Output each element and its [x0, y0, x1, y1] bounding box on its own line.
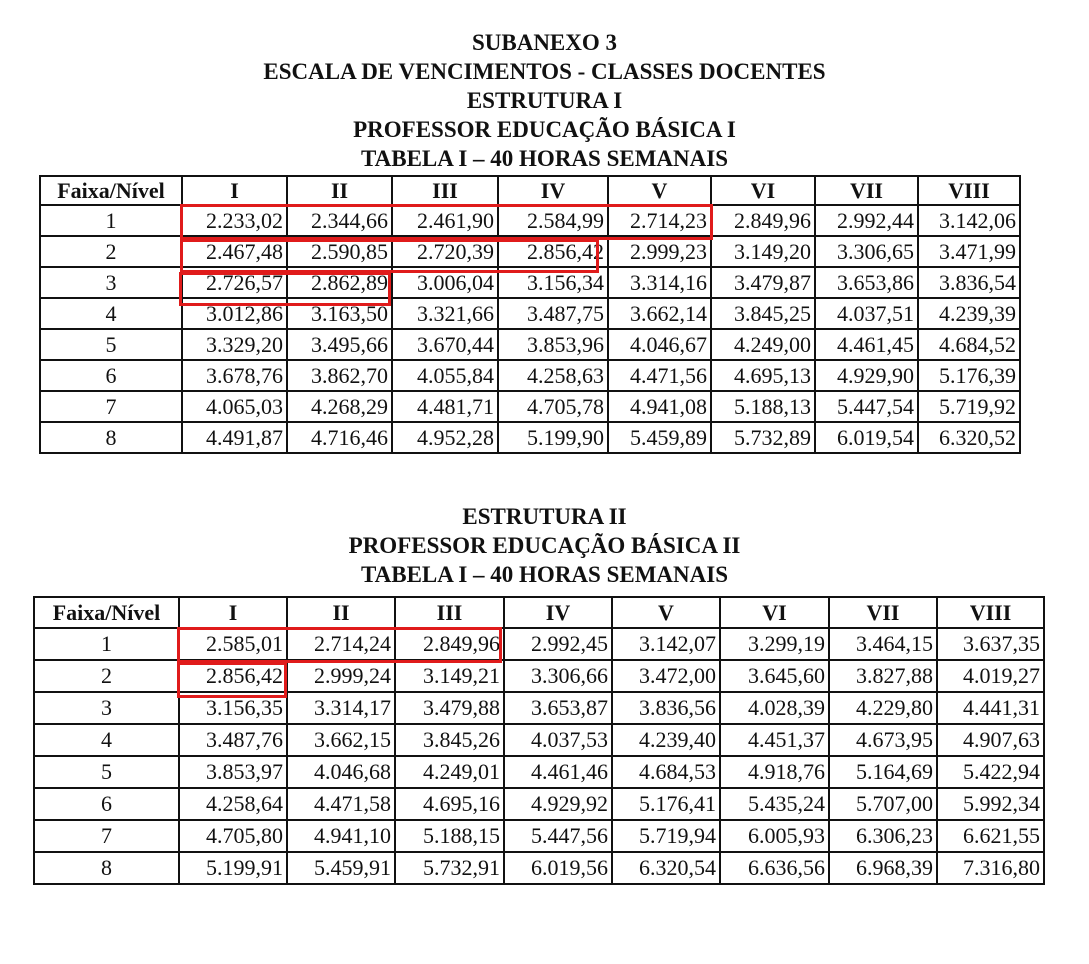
table-row: [40, 267, 1020, 298]
salary-cell: 2.862,89: [287, 267, 392, 298]
salary-cell: 4.239,40: [612, 724, 720, 756]
salary-cell: 4.705,78: [498, 391, 608, 422]
salary-cell: 5.459,91: [287, 852, 395, 884]
salary-cell: 3.487,76: [179, 724, 287, 756]
salary-cell: 3.306,65: [815, 236, 918, 267]
salary-cell: 2.856,42: [498, 236, 608, 267]
header-level-8: VIII: [937, 597, 1044, 628]
header-level-8: VIII: [918, 176, 1020, 205]
salary-cell: 4.941,10: [287, 820, 395, 852]
header-level-6: VI: [720, 597, 829, 628]
salary-cell: 5.732,89: [711, 422, 815, 453]
salary-cell: 4.441,31: [937, 692, 1044, 724]
heading-professor-2: PROFESSOR EDUCAÇÃO BÁSICA II: [348, 533, 741, 558]
salary-cell: 3.836,54: [918, 267, 1020, 298]
salary-cell: 4.268,29: [287, 391, 392, 422]
salary-cell: 3.862,70: [287, 360, 392, 391]
salary-cell: 5.176,41: [612, 788, 720, 820]
salary-cell: 2.849,96: [395, 628, 504, 660]
row-faixa-label: 1: [40, 205, 182, 236]
salary-cell: 5.188,13: [711, 391, 815, 422]
salary-cell: 2.233,02: [182, 205, 287, 236]
row-faixa-label: 8: [34, 852, 179, 884]
salary-cell: 4.229,80: [829, 692, 937, 724]
salary-cell: 4.907,63: [937, 724, 1044, 756]
salary-cell: 3.142,06: [918, 205, 1020, 236]
salary-cell: 3.845,26: [395, 724, 504, 756]
salary-cell: 5.992,34: [937, 788, 1044, 820]
salary-cell: 6.320,52: [918, 422, 1020, 453]
salary-cell: 3.645,60: [720, 660, 829, 692]
row-faixa-label: 4: [34, 724, 179, 756]
heading-tabela-2: TABELA I – 40 HORAS SEMANAIS: [360, 562, 728, 587]
salary-cell: 4.249,01: [395, 756, 504, 788]
salary-cell: 3.479,87: [711, 267, 815, 298]
salary-cell: 2.856,42: [179, 660, 287, 692]
salary-cell: 3.653,86: [815, 267, 918, 298]
row-faixa-label: 7: [40, 391, 182, 422]
salary-cell: 4.684,52: [918, 329, 1020, 360]
salary-cell: 5.459,89: [608, 422, 711, 453]
heading-escala: ESCALA DE VENCIMENTOS - CLASSES DOCENTES: [263, 59, 826, 84]
salary-cell: 5.447,54: [815, 391, 918, 422]
salary-cell: 6.621,55: [937, 820, 1044, 852]
salary-cell: 6.005,93: [720, 820, 829, 852]
salary-cell: 2.720,39: [392, 236, 498, 267]
table-row: [34, 724, 1044, 756]
salary-cell: 3.637,35: [937, 628, 1044, 660]
salary-cell: 6.320,54: [612, 852, 720, 884]
salary-cell: 2.714,24: [287, 628, 395, 660]
header-level-4: IV: [498, 176, 608, 205]
salary-cell: 2.461,90: [392, 205, 498, 236]
salary-cell: 3.306,66: [504, 660, 612, 692]
header-level-2: II: [287, 597, 395, 628]
salary-cell: 4.695,13: [711, 360, 815, 391]
salary-cell: 3.314,17: [287, 692, 395, 724]
salary-cell: 3.653,87: [504, 692, 612, 724]
row-faixa-label: 3: [40, 267, 182, 298]
salary-cell: 5.435,24: [720, 788, 829, 820]
salary-cell: 4.684,53: [612, 756, 720, 788]
header-level-3: III: [392, 176, 498, 205]
salary-table-estrutura-1: [39, 175, 1021, 454]
salary-cell: 4.239,39: [918, 298, 1020, 329]
table-row: [40, 391, 1020, 422]
header-level-4: IV: [504, 597, 612, 628]
salary-cell: 3.464,15: [829, 628, 937, 660]
salary-cell: 3.329,20: [182, 329, 287, 360]
salary-cell: 5.447,56: [504, 820, 612, 852]
header-faixa-nivel: Faixa/Nível: [34, 597, 179, 628]
salary-cell: 5.719,92: [918, 391, 1020, 422]
salary-cell: 3.662,14: [608, 298, 711, 329]
salary-cell: 5.188,15: [395, 820, 504, 852]
salary-cell: 4.028,39: [720, 692, 829, 724]
salary-table-estrutura-2: [33, 596, 1045, 885]
salary-cell: 5.422,94: [937, 756, 1044, 788]
table-row: [40, 298, 1020, 329]
table-row: [34, 756, 1044, 788]
salary-cell: 6.306,23: [829, 820, 937, 852]
row-faixa-label: 4: [40, 298, 182, 329]
row-faixa-label: 6: [34, 788, 179, 820]
heading-tabela-1: TABELA I – 40 HORAS SEMANAIS: [360, 146, 728, 171]
salary-cell: 2.992,45: [504, 628, 612, 660]
header-level-7: VII: [829, 597, 937, 628]
salary-cell: 4.929,92: [504, 788, 612, 820]
table-row: [40, 236, 1020, 267]
salary-cell: 3.853,96: [498, 329, 608, 360]
salary-cell: 3.678,76: [182, 360, 287, 391]
header-level-1: I: [182, 176, 287, 205]
salary-cell: 3.156,35: [179, 692, 287, 724]
table-row: [34, 852, 1044, 884]
salary-cell: 3.149,21: [395, 660, 504, 692]
heading-professor-1: PROFESSOR EDUCAÇÃO BÁSICA I: [353, 117, 736, 142]
salary-cell: 2.726,57: [182, 267, 287, 298]
table-row: [40, 329, 1020, 360]
table-header-row: [34, 597, 1044, 628]
table-row: [34, 692, 1044, 724]
table-row: [40, 422, 1020, 453]
salary-cell: 4.046,68: [287, 756, 395, 788]
row-faixa-label: 1: [34, 628, 179, 660]
salary-cell: 4.471,56: [608, 360, 711, 391]
salary-cell: 2.992,44: [815, 205, 918, 236]
salary-cell: 6.968,39: [829, 852, 937, 884]
salary-cell: 2.584,99: [498, 205, 608, 236]
salary-cell: 6.636,56: [720, 852, 829, 884]
heading-block-estrutura-2: [0, 502, 1089, 589]
table-row: [40, 360, 1020, 391]
salary-cell: 3.662,15: [287, 724, 395, 756]
salary-cell: 4.258,64: [179, 788, 287, 820]
salary-cell: 4.471,58: [287, 788, 395, 820]
salary-cell: 4.019,27: [937, 660, 1044, 692]
row-faixa-label: 3: [34, 692, 179, 724]
salary-cell: 3.149,20: [711, 236, 815, 267]
salary-cell: 2.849,96: [711, 205, 815, 236]
salary-cell: 4.037,51: [815, 298, 918, 329]
row-faixa-label: 5: [34, 756, 179, 788]
heading-estrutura-1: ESTRUTURA I: [466, 88, 623, 113]
salary-cell: 4.941,08: [608, 391, 711, 422]
salary-cell: 2.999,24: [287, 660, 395, 692]
row-faixa-label: 8: [40, 422, 182, 453]
salary-cell: 2.999,23: [608, 236, 711, 267]
salary-cell: 4.716,46: [287, 422, 392, 453]
table-row: [34, 788, 1044, 820]
table-row: [34, 660, 1044, 692]
salary-cell: 4.461,45: [815, 329, 918, 360]
table-row: [34, 628, 1044, 660]
salary-cell: 3.006,04: [392, 267, 498, 298]
salary-cell: 4.491,87: [182, 422, 287, 453]
header-level-1: I: [179, 597, 287, 628]
table-header-row: [40, 176, 1020, 205]
salary-cell: 4.481,71: [392, 391, 498, 422]
salary-cell: 4.929,90: [815, 360, 918, 391]
salary-cell: 3.471,99: [918, 236, 1020, 267]
header-level-7: VII: [815, 176, 918, 205]
salary-cell: 5.707,00: [829, 788, 937, 820]
salary-cell: 3.299,19: [720, 628, 829, 660]
salary-cell: 3.487,75: [498, 298, 608, 329]
salary-cell: 3.827,88: [829, 660, 937, 692]
salary-cell: 3.321,66: [392, 298, 498, 329]
salary-cell: 4.055,84: [392, 360, 498, 391]
salary-cell: 3.670,44: [392, 329, 498, 360]
table-row: [34, 820, 1044, 852]
salary-cell: 6.019,56: [504, 852, 612, 884]
salary-cell: 4.673,95: [829, 724, 937, 756]
salary-cell: 4.258,63: [498, 360, 608, 391]
salary-cell: 4.037,53: [504, 724, 612, 756]
salary-cell: 3.012,86: [182, 298, 287, 329]
header-level-2: II: [287, 176, 392, 205]
salary-cell: 3.479,88: [395, 692, 504, 724]
salary-cell: 3.314,16: [608, 267, 711, 298]
salary-cell: 4.952,28: [392, 422, 498, 453]
salary-cell: 5.199,91: [179, 852, 287, 884]
salary-cell: 4.046,67: [608, 329, 711, 360]
salary-cell: 5.176,39: [918, 360, 1020, 391]
salary-cell: 3.472,00: [612, 660, 720, 692]
heading-estrutura-2: ESTRUTURA II: [462, 504, 627, 529]
salary-cell: 3.156,34: [498, 267, 608, 298]
salary-cell: 4.249,00: [711, 329, 815, 360]
row-faixa-label: 5: [40, 329, 182, 360]
header-level-3: III: [395, 597, 504, 628]
header-faixa-nivel: Faixa/Nível: [40, 176, 182, 205]
row-faixa-label: 2: [34, 660, 179, 692]
salary-cell: 2.590,85: [287, 236, 392, 267]
salary-cell: 4.461,46: [504, 756, 612, 788]
row-faixa-label: 7: [34, 820, 179, 852]
header-level-5: V: [608, 176, 711, 205]
table-row: [40, 205, 1020, 236]
salary-cell: 3.163,50: [287, 298, 392, 329]
salary-cell: 4.918,76: [720, 756, 829, 788]
salary-cell: 3.836,56: [612, 692, 720, 724]
header-level-5: V: [612, 597, 720, 628]
salary-cell: 4.065,03: [182, 391, 287, 422]
salary-cell: 5.719,94: [612, 820, 720, 852]
header-level-6: VI: [711, 176, 815, 205]
row-faixa-label: 6: [40, 360, 182, 391]
row-faixa-label: 2: [40, 236, 182, 267]
salary-cell: 3.853,97: [179, 756, 287, 788]
salary-cell: 2.585,01: [179, 628, 287, 660]
salary-cell: 5.199,90: [498, 422, 608, 453]
salary-cell: 4.695,16: [395, 788, 504, 820]
salary-cell: 2.344,66: [287, 205, 392, 236]
salary-cell: 4.451,37: [720, 724, 829, 756]
heading-block-estrutura-1: [0, 28, 1089, 173]
heading-subanexo: SUBANEXO 3: [471, 30, 618, 55]
salary-cell: 5.164,69: [829, 756, 937, 788]
salary-cell: 2.467,48: [182, 236, 287, 267]
salary-cell: 3.142,07: [612, 628, 720, 660]
salary-cell: 4.705,80: [179, 820, 287, 852]
salary-cell: 2.714,23: [608, 205, 711, 236]
salary-cell: 3.845,25: [711, 298, 815, 329]
salary-cell: 5.732,91: [395, 852, 504, 884]
salary-cell: 3.495,66: [287, 329, 392, 360]
salary-cell: 7.316,80: [937, 852, 1044, 884]
salary-cell: 6.019,54: [815, 422, 918, 453]
